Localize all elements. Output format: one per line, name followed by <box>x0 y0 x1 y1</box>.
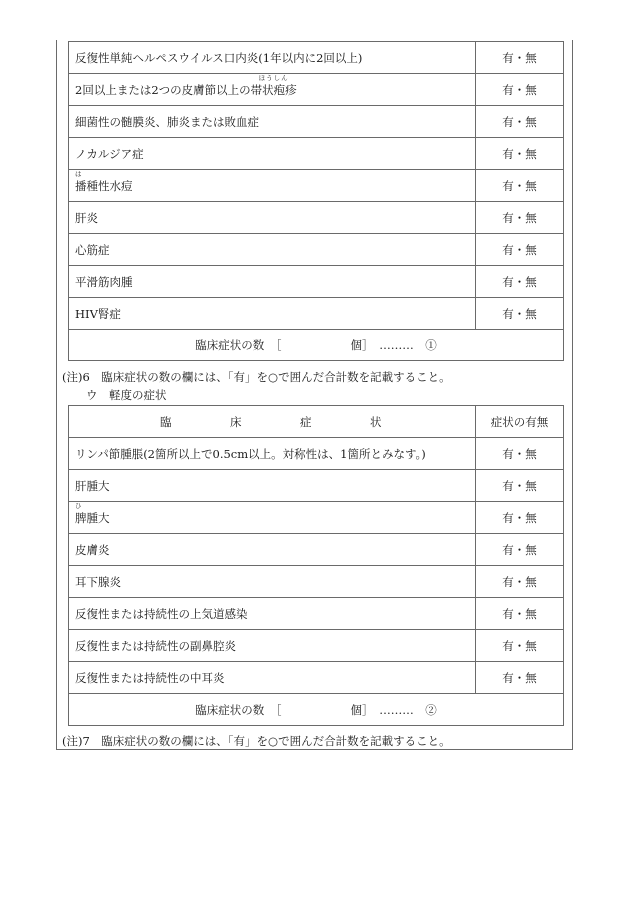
table-row <box>69 298 564 330</box>
symptom-label <box>69 502 476 534</box>
table-header-row <box>69 406 564 438</box>
ruby-base-text: 帯状疱疹 <box>250 82 297 97</box>
symptom-label: 肝炎 <box>69 202 476 234</box>
total-row <box>69 330 564 361</box>
symptom-label: 反復性または持続性の中耳炎 <box>69 662 476 694</box>
total-row <box>69 694 564 726</box>
presence-choice[interactable]: 有・無 <box>476 298 564 330</box>
section-heading-mild-symptoms: ウ 軽度の症状 <box>86 388 167 402</box>
presence-choice[interactable]: 有・無 <box>476 202 564 234</box>
ruby-reading: ひ <box>75 501 83 510</box>
symptom-label: リンパ節腫脹(2箇所以上で0.5cm以上。対称性は、1箇所とみなす。) <box>69 438 476 470</box>
table-row <box>69 438 564 470</box>
table-row <box>69 566 564 598</box>
symptom-label: 皮膚炎 <box>69 534 476 566</box>
header-char: 症 <box>300 414 312 429</box>
presence-choice[interactable]: 有・無 <box>476 170 564 202</box>
table-row <box>69 170 564 202</box>
symptom-label: 反復性または持続性の上気道感染 <box>69 598 476 630</box>
ruby-annotated-term <box>75 169 87 194</box>
presence-choice[interactable]: 有・無 <box>476 138 564 170</box>
clinical-symptom-count[interactable]: 臨床症状の数 ［ 個］ ……… ② <box>69 694 564 726</box>
header-char: 状 <box>370 414 382 429</box>
symptom-label: 耳下腺炎 <box>69 566 476 598</box>
presence-header: 症状の有無 <box>476 406 564 438</box>
symptom-label: 肝腫大 <box>69 470 476 502</box>
table-row <box>69 470 564 502</box>
presence-choice[interactable]: 有・無 <box>476 438 564 470</box>
symptom-label-text: 2回以上または2つの皮膚節以上の <box>75 82 251 97</box>
symptom-label: 細菌性の髄膜炎、肺炎または敗血症 <box>69 106 476 138</box>
table-row <box>69 234 564 266</box>
presence-choice[interactable]: 有・無 <box>476 534 564 566</box>
ruby-reading: は <box>75 169 83 178</box>
table-row <box>69 106 564 138</box>
presence-choice[interactable]: 有・無 <box>476 502 564 534</box>
symptom-label: 反復性または持続性の副鼻腔炎 <box>69 630 476 662</box>
symptom-label: 平滑筋肉腫 <box>69 266 476 298</box>
symptom-label <box>69 170 476 202</box>
ruby-base-text: 播 <box>75 178 87 193</box>
presence-choice[interactable]: 有・無 <box>476 42 564 74</box>
table-row <box>69 42 564 74</box>
ruby-annotated-term <box>250 73 297 98</box>
table-row <box>69 630 564 662</box>
symptom-label: ノカルジア症 <box>69 138 476 170</box>
symptom-table-1 <box>68 41 564 361</box>
table-row <box>69 138 564 170</box>
presence-choice[interactable]: 有・無 <box>476 234 564 266</box>
clinical-symptom-count[interactable]: 臨床症状の数 ［ 個］ ……… ① <box>69 330 564 361</box>
ruby-base-text: 脾 <box>75 510 87 525</box>
note-7: (注)7 臨床症状の数の欄には、「有」を○で囲んだ合計数を記載すること。 <box>62 734 451 748</box>
table-row <box>69 598 564 630</box>
header-char: 床 <box>230 414 242 429</box>
presence-choice[interactable]: 有・無 <box>476 106 564 138</box>
presence-choice[interactable]: 有・無 <box>476 630 564 662</box>
symptom-label-text: 種性水痘 <box>86 178 133 193</box>
table-row <box>69 502 564 534</box>
table-row <box>69 74 564 106</box>
presence-choice[interactable]: 有・無 <box>476 662 564 694</box>
presence-choice[interactable]: 有・無 <box>476 598 564 630</box>
table-row <box>69 662 564 694</box>
symptom-label-text: 腫大 <box>86 510 110 525</box>
header-char: 臨 <box>160 414 172 429</box>
symptom-label: 心筋症 <box>69 234 476 266</box>
presence-choice[interactable]: 有・無 <box>476 470 564 502</box>
table-row <box>69 266 564 298</box>
ruby-annotated-term <box>75 501 87 526</box>
symptom-label: HIV腎症 <box>69 298 476 330</box>
symptom-label <box>69 74 476 106</box>
note-6: (注)6 臨床症状の数の欄には、「有」を○で囲んだ合計数を記載すること。 <box>62 370 451 384</box>
symptom-table-2 <box>68 405 564 726</box>
table-row <box>69 202 564 234</box>
clinical-symptom-header <box>69 406 476 438</box>
table-row <box>69 534 564 566</box>
presence-choice[interactable]: 有・無 <box>476 266 564 298</box>
presence-choice[interactable]: 有・無 <box>476 566 564 598</box>
ruby-reading: ほうしん <box>258 73 289 82</box>
symptom-label: 反復性単純ヘルペスウイルス口内炎(1年以内に2回以上) <box>69 42 476 74</box>
presence-choice[interactable]: 有・無 <box>476 74 564 106</box>
